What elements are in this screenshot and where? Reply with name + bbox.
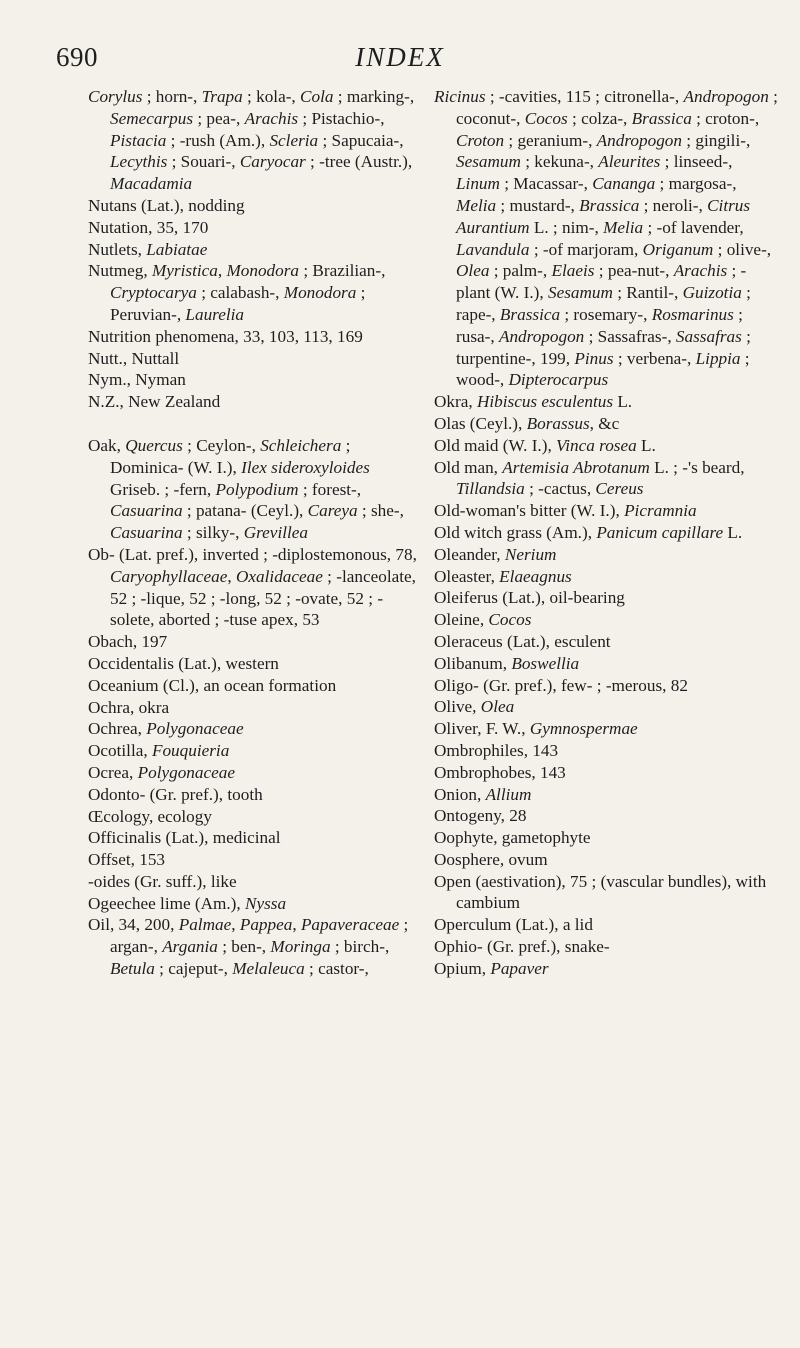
index-entry: Okra, Hibiscus esculentus L. (434, 392, 633, 412)
index-column-left (88, 86, 418, 980)
index-entry: Ombrophobes, 143 (434, 762, 566, 782)
index-entry: Oophyte, gametophyte (434, 828, 591, 848)
index-entry: Opium, Papaver (434, 958, 549, 978)
index-entry: Offset, 153 (88, 850, 166, 870)
index-entry: Ocotilla, Fouquieria (88, 741, 230, 761)
index-entry: Oleine, Cocos (434, 610, 532, 630)
index-entry: Oleraceus (Lat.), esculent (434, 631, 611, 651)
index-entry: Corylus ; horn-, Trapa ; kola-, Cola ; marking-, Semecarpus ; pea-, Arachis ; Pistachio-, Pistacia ; -rush (Am.), Scleria ; Sapucaia-, Lecythis ; Souari-, Caryocar ; -tree (Austr.), Macadamia (88, 87, 415, 194)
index-entry: Nutt., Nuttall (88, 348, 180, 368)
index-entry: Olive, Olea (434, 697, 515, 717)
index-entry: Occidentalis (Lat.), western (88, 653, 279, 673)
page-number: 690 (56, 42, 98, 72)
index-entry: Old man, Artemisia Abrotanum L. ; -'s beard, Tillandsia ; -cactus, Cereus (434, 457, 745, 499)
index-entry: Ontogeny, 28 (434, 806, 527, 826)
index-entry: Nutation, 35, 170 (88, 217, 209, 237)
index-entry: Oosphere, ovum (434, 849, 548, 869)
index-entry: Onion, Allium (434, 784, 532, 804)
index-entry: Ogeechee lime (Am.), Nyssa (88, 893, 287, 913)
index-entry: Odonto- (Gr. pref.), tooth (88, 784, 263, 804)
index-entry: Nutlets, Labiatae (88, 239, 208, 259)
index-entry: Nutans (Lat.), nodding (88, 195, 245, 215)
index-entry: Ophio- (Gr. pref.), snake- (434, 937, 610, 957)
index-entry: Open (aestivation), 75 ; (vascular bundles), with cambium (434, 871, 767, 913)
index-entry: Oligo- (Gr. pref.), few- ; -merous, 82 (434, 675, 688, 695)
index-entry: Ochra, okra (88, 697, 170, 717)
running-title: INDEX (355, 42, 445, 72)
index-entry: Ricinus ; -cavities, 115 ; citronella-, Andropogon ; coconut-, Cocos ; colza-, Brassica ; croton-, Croton ; geranium-, Andropogon ; gingili-, Sesamum ; kekuna-, Aleurites ; linseed-, Linum ; Macassar-, Cananga ; margosa-, Melia ; mustard-, Brassica ; neroli-, Citrus Aurantium L. ; nim-, Melia ; -of lavender, Lavandula ; -of marjoram, Origanum ; olive-, Olea ; palm-, Elaeis ; pea-nut-, Arachis ; -plant (W. I.), Sesamum ; Rantil-, Guizotia ; rape-, Brassica ; rosemary-, Rosmarinus ; rusa-, Andropogon ; Sassafras-, Sassafras ; turpentine-, 199, Pinus ; verbena-, Lippia ; wood-, Dipterocarpus (434, 87, 778, 390)
index-entry: Obach, 197 (88, 632, 168, 652)
index-entry: N.Z., New Zealand (88, 392, 221, 412)
index-entry: Nutrition phenomena, 33, 103, 113, 169 (88, 326, 363, 346)
index-entry: Operculum (Lat.), a lid (434, 915, 593, 935)
index-entry: Officinalis (Lat.), medicinal (88, 828, 281, 848)
page-header (0, 42, 800, 82)
index-entry: Old-woman's bitter (W. I.), Picramnia (434, 501, 697, 521)
index-entry: Ochrea, Polygonaceae (88, 719, 244, 739)
index-entry: Ombrophiles, 143 (434, 740, 559, 760)
index-entry: Nutmeg, Myristica, Monodora ; Brazilian-, Cryptocarya ; calabash-, Monodora ; Peruvian-, Laurelia (88, 261, 386, 324)
index-entry: Olas (Ceyl.), Borassus, &c (434, 413, 620, 433)
index-entry: -oides (Gr. suff.), like (88, 871, 237, 891)
section-gap (88, 413, 418, 435)
index-entry: Oil, 34, 200, Palmae, Pappea, Papaveraceae ; argan-, Argania ; ben-, Moringa ; birch-, Betula ; cajeput-, Melaleuca ; castor-, (88, 915, 409, 979)
index-entry: Nym., Nyman (88, 370, 186, 390)
index-entry: Oak, Quercus ; Ceylon-, Schleichera ; Dominica- (W. I.), Ilex sideroxyloides Griseb. ; -fern, Polypodium ; forest-, Casuarina ; patana- (Ceyl.), Careya ; she-, Casuarina ; silky-, Grevillea (88, 435, 404, 543)
index-entry: Oleander, Nerium (434, 544, 557, 564)
index-entry: Old witch grass (Am.), Panicum capillare L. (434, 522, 743, 542)
index-entry: Ob- (Lat. pref.), inverted ; -diplostemonous, 78, Caryophyllaceae, Oxalidaceae ; -lanceolate, 52 ; -lique, 52 ; -long, 52 ; -ovate, 52 ; -solete, aborted ; -tuse apex, 53 (88, 544, 417, 630)
index-entry: Oleiferus (Lat.), oil-bearing (434, 588, 625, 608)
index-entry: Old maid (W. I.), Vinca rosea L. (434, 435, 656, 455)
index-entry: Oleaster, Elaeagnus (434, 566, 572, 586)
index-entry: Oceanium (Cl.), an ocean formation (88, 675, 337, 695)
index-entry: Oliver, F. W., Gymnospermae (434, 719, 638, 739)
index-column-right (434, 86, 780, 980)
index-entry: Olibanum, Boswellia (434, 653, 580, 673)
index-entry: Ocrea, Polygonaceae (88, 762, 235, 782)
index-entry: Œcology, ecology (88, 806, 212, 826)
